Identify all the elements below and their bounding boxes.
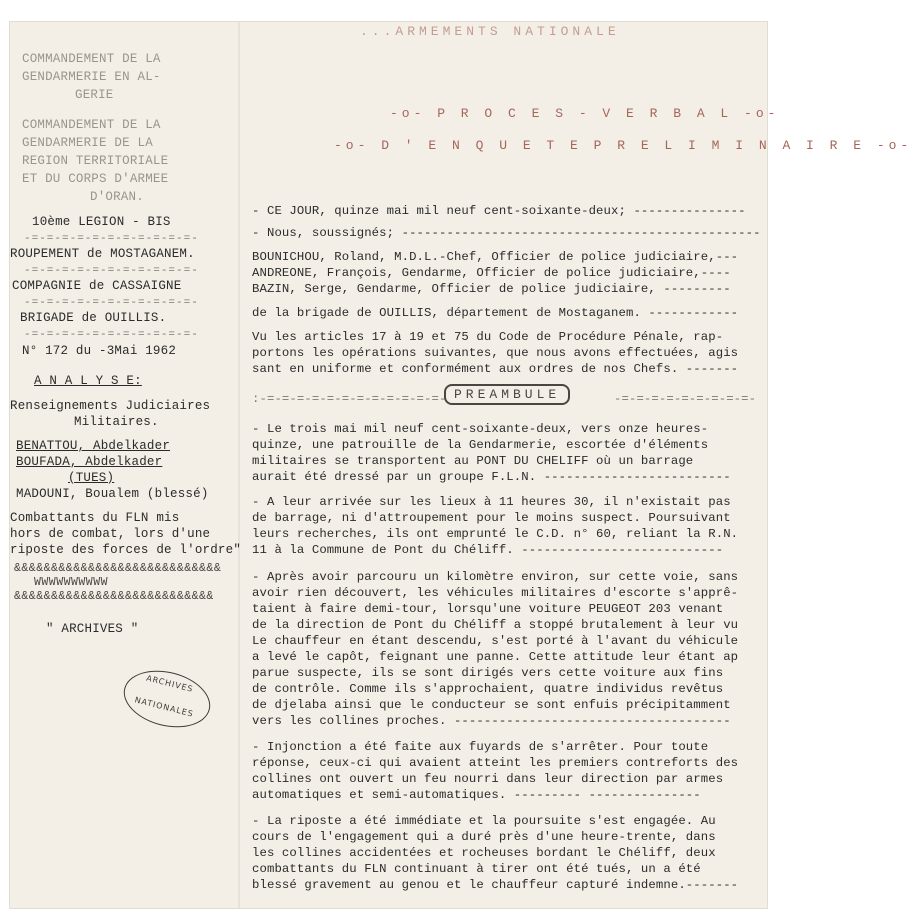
command-line: GERIE xyxy=(75,88,114,102)
paragraph-line: quinze, une patrouille de la Gendarmerie, escortée d'éléments xyxy=(252,438,709,452)
nationale-header: ...ARMEMENTS NATIONALE xyxy=(360,24,620,39)
command-line: ET DU CORPS D'ARMEE xyxy=(22,172,169,186)
groupement: ROUPEMENT de MOSTAGANEM. xyxy=(10,247,195,261)
record-number: N° 172 du -3Mai 1962 xyxy=(22,344,177,358)
separator: -=-=-=-=-=-=-=-=-=- xyxy=(614,392,757,406)
paragraph-line: BOUNICHOU, Roland, M.D.L.-Chef, Officier de police judiciaire,--- xyxy=(252,250,739,264)
paragraph-line: BAZIN, Serge, Gendarme, Officier de police judiciaire, --------- xyxy=(252,282,731,296)
paragraph-line: collines ont ouvert un feu nourri dans leur direction par armes xyxy=(252,772,724,786)
paragraph-line: aurait été dressé par un groupe F.L.N. ------------------------- xyxy=(252,470,731,484)
paragraph-line: 11 à la Commune de Pont du Chéliff. --------------------------- xyxy=(252,543,724,557)
paragraph-line: portons les opérations suivantes, que nous avons effectuées, agis xyxy=(252,346,739,360)
name-entry: (TUES) xyxy=(68,471,115,485)
command-line: GENDARMERIE EN AL- xyxy=(22,70,161,84)
archives-label: " ARCHIVES " xyxy=(46,622,139,636)
paragraph-line: leurs recherches, ils ont emprunté le C.D. n° 60, reliant la R.N. xyxy=(252,527,739,541)
compagnie: COMPAGNIE de CASSAIGNE xyxy=(12,279,182,293)
separator: :-=-=-=-=-=-=-=-=-=-=-=-=- xyxy=(252,392,447,406)
strikeout-line: &&&&&&&&&&&&&&&&&&&&&&&&&&& xyxy=(14,590,214,603)
paragraph-line: de la direction de Pont du Chéliff a stoppé brutalement à leur vu xyxy=(252,618,739,632)
paragraph-line: de contrôle. Comme ils s'approchaient, quatre individus revêtus xyxy=(252,682,724,696)
paragraph-line: sant en uniforme et conformément aux ordres de nos Chefs. ------- xyxy=(252,362,739,376)
preambule-heading: PREAMBULE xyxy=(444,384,570,405)
paragraph-line: avoir rien découvert, les véhicules militaires d'escorte s'apprê- xyxy=(252,586,739,600)
combat-note: hors de combat, lors d'une xyxy=(10,527,211,541)
column-divider xyxy=(238,22,240,908)
command-line: COMMANDEMENT DE LA xyxy=(22,118,161,132)
paragraph-line: Le chauffeur en étant descendu, s'est porté à l'avant du véhicule xyxy=(252,634,739,648)
paragraph-line: automatiques et semi-automatiques. --------- --------------- xyxy=(252,788,701,802)
paragraph-line: - La riposte a été immédiate et la poursuite s'est engagée. Au xyxy=(252,814,716,828)
name-entry: BENATTOU, Abdelkader xyxy=(16,439,171,453)
brigade: BRIGADE de OUILLIS. xyxy=(20,311,167,325)
command-line: GENDARMERIE DE LA xyxy=(22,136,153,150)
analyse-heading: A N A L Y S E: xyxy=(34,374,142,388)
separator: -=-=-=-=-=-=-=-=-=-=-=- xyxy=(24,233,199,245)
separator: -=-=-=-=-=-=-=-=-=-=-=- xyxy=(24,297,199,309)
paragraph-line: - Nous, soussignés; ------------------------------------------------ xyxy=(252,226,761,240)
paragraph-line: ANDREONE, François, Gendarme, Officier de police judiciaire,---- xyxy=(252,266,731,280)
name-entry: MADOUNI, Boualem (blessé) xyxy=(16,487,209,501)
paragraph-line: vers les collines proches. ------------------------------------- xyxy=(252,714,731,728)
paragraph-line: taient à faire demi-tour, lorsqu'une voiture PEUGEOT 203 venant xyxy=(252,602,724,616)
document-title: -o- P R O C E S - V E R B A L -o- xyxy=(390,106,780,121)
strikeout-line: WWWWWWWWWW xyxy=(34,576,109,589)
command-line: COMMANDEMENT DE LA xyxy=(22,52,161,66)
paragraph-line: - Après avoir parcouru un kilomètre environ, sur cette voie, sans xyxy=(252,570,739,584)
paragraph-line: de djelaba ainsi que le conducteur se sont enfuis précipitamment xyxy=(252,698,731,712)
document-subtitle: -o- D ' E N Q U E T E P R E L I M I N A I R E -o- xyxy=(334,138,912,153)
separator: -=-=-=-=-=-=-=-=-=-=-=- xyxy=(24,329,199,341)
paragraph-line: de la brigade de OUILLIS, département de Mostaganem. ------------ xyxy=(252,306,739,320)
paragraph-line: cours de l'engagement qui a duré près d'une heure-trente, dans xyxy=(252,830,716,844)
paragraph-line: - Injonction a été faite aux fuyards de s'arrêter. Pour toute xyxy=(252,740,709,754)
paragraph-line: parue suspecte, ils se sont dirigés vers cette voiture aux fins xyxy=(252,666,724,680)
combat-note: Combattants du FLN mis xyxy=(10,511,180,525)
combat-note: riposte des forces de l'ordre" xyxy=(10,543,242,557)
paragraph-line: militaires se transportent au PONT DU CHELIFF où un barrage xyxy=(252,454,694,468)
command-line: D'ORAN. xyxy=(90,190,144,204)
name-entry: BOUFADA, Abdelkader xyxy=(16,455,163,469)
paragraph-line: combattants du FLN continuant à tirer ont été tués, un a été xyxy=(252,862,701,876)
paragraph-line: - A leur arrivée sur les lieux à 11 heures 30, il n'existait pas xyxy=(252,495,731,509)
paragraph-line: Vu les articles 17 à 19 et 75 du Code de Procédure Pénale, rap- xyxy=(252,330,724,344)
legion: 10ème LEGION - BIS xyxy=(32,215,171,229)
stamp-text: NATIONALES xyxy=(133,695,195,719)
renseignements: Renseignements Judiciaires xyxy=(10,399,211,413)
paragraph-line: réponse, ceux-ci qui avaient atteint les premiers contreforts des xyxy=(252,756,739,770)
renseignements: Militaires. xyxy=(74,415,159,429)
document-page xyxy=(10,22,912,908)
paragraph-line: blessé gravement au genou et le chauffeur capturé indemne.------- xyxy=(252,878,739,892)
paragraph-line: les collines accidentées et rocheuses bordant le Chéliff, deux xyxy=(252,846,716,860)
paragraph-line: - CE JOUR, quinze mai mil neuf cent-soixante-deux; --------------- xyxy=(252,204,746,218)
stamp-text: ARCHIVES xyxy=(145,673,195,694)
strikeout-line: &&&&&&&&&&&&&&&&&&&&&&&&&&&& xyxy=(14,562,222,575)
paragraph-line: a levé le capôt, feignant une panne. Cette attitude leur étant ap xyxy=(252,650,739,664)
separator: -=-=-=-=-=-=-=-=-=-=-=- xyxy=(24,265,199,277)
archives-stamp xyxy=(118,662,216,736)
paragraph-line: de barrage, ni d'attroupement pour le moins suspect. Poursuivant xyxy=(252,511,731,525)
command-line: REGION TERRITORIALE xyxy=(22,154,169,168)
paragraph-line: - Le trois mai mil neuf cent-soixante-deux, vers onze heures- xyxy=(252,422,709,436)
